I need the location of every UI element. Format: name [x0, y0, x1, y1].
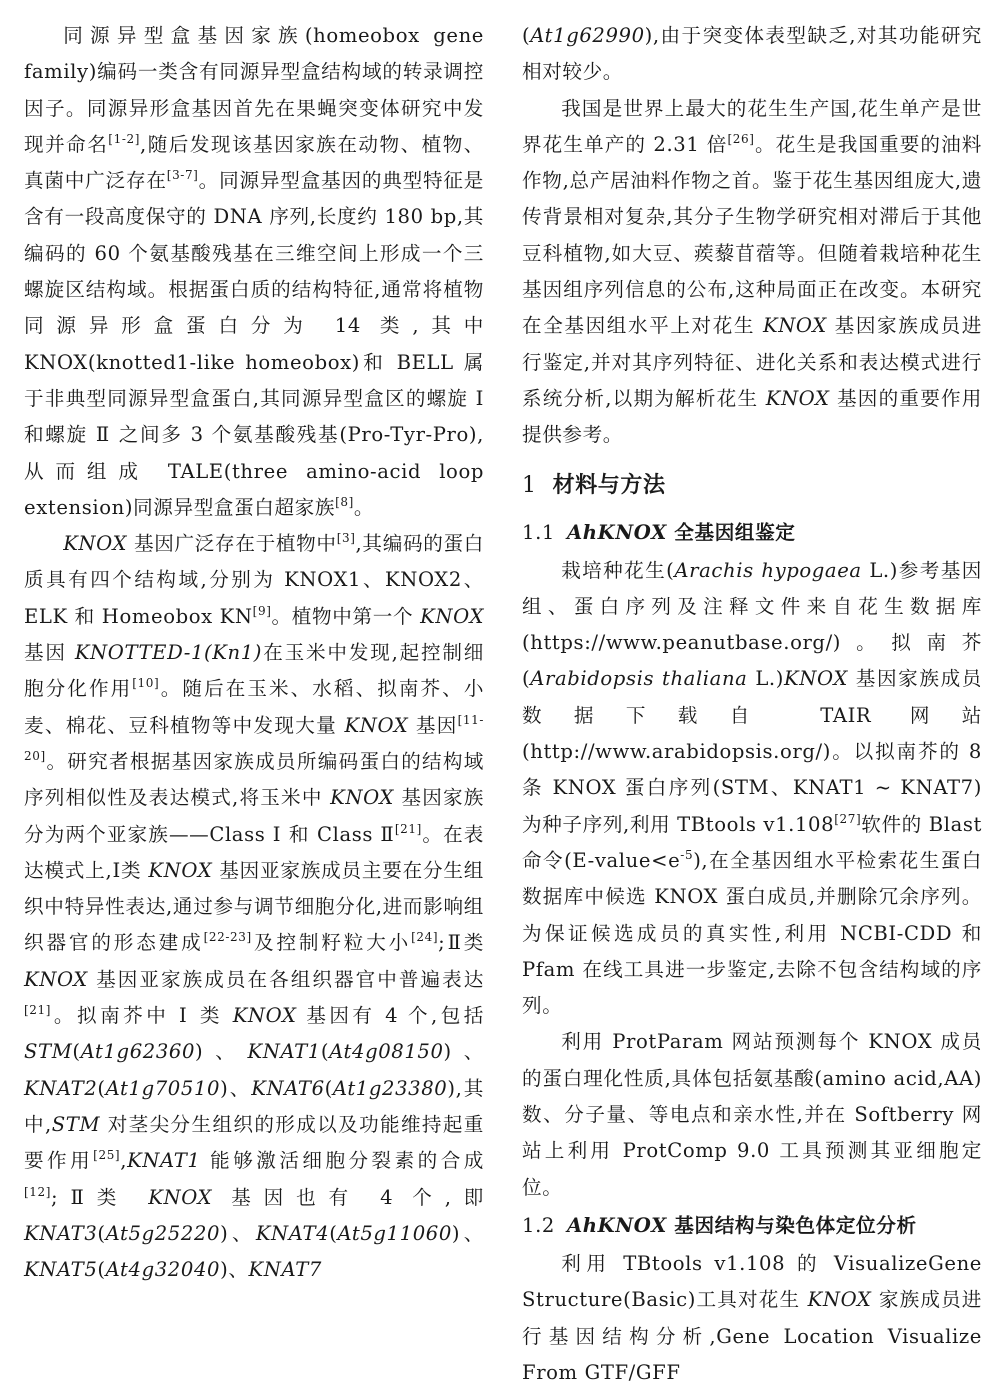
citation: [1-2] [108, 131, 140, 146]
gene-name: At5g25220 [105, 1221, 221, 1245]
citation: [11-20] [24, 712, 484, 763]
species-name: Arabidopsis thaliana [530, 667, 748, 691]
text-run: 基因广泛存在于植物中 [127, 532, 337, 556]
text-run: 同源异型盒基因家族(homeobox gene family)编码一类含有同源异型盒结构域的转录调控因子。同源异形盒基因首先在果蝇突变体研究中发现并命名 [24, 24, 484, 156]
gene-name: KNAT4 [255, 1221, 330, 1245]
gene-name: At1g23380 [332, 1076, 448, 1100]
gene-name: KNOTTED-1(Kn1) [74, 641, 263, 665]
gene-name: KNAT7 [248, 1258, 322, 1282]
text-run: )、 [195, 1040, 248, 1064]
text-run: ),由于突变体表型缺乏,对其功能研究相对较少。 [522, 24, 982, 84]
paragraph-gene-structure [522, 1246, 982, 1391]
citation: [26] [727, 131, 755, 146]
paragraph-continuation [522, 18, 982, 91]
gene-name: KNOX [232, 1004, 297, 1028]
subsection-title: 全基因组鉴定 [666, 520, 796, 544]
gene-name: STM [24, 1040, 73, 1064]
citation: [21] [24, 1003, 52, 1018]
text-run: 基因的重要作用提供参考。 [522, 386, 983, 447]
text-run: 利用 ProtParam 网站预测每个 KNOX 成员的蛋白理化性质,具体包括氨基酸(amino acid,AA)数、分子量、等电点和亲水性,并在 Softberry 网站上利用 ProtComp 9.0 工具预测其亚细胞定位。 [522, 1030, 982, 1199]
citation: [22-23] [203, 930, 252, 945]
text-run: 基因 [408, 713, 458, 737]
left-column [24, 18, 484, 1288]
text-run: 基因亚家族成员主要在分生组织中特异性表达,通过参与调节细胞分化,进而影响组织器官的形态建成 [24, 858, 484, 955]
text-run: ),其中, [24, 1076, 484, 1136]
text-run: 能够激活细胞分裂素的合成 [200, 1149, 484, 1173]
text-run: 利用 TBtools v1.108 的 VisualizeGene Structure(Basic)工具对花生 [522, 1251, 982, 1312]
gene-name: KNAT5 [24, 1258, 98, 1282]
text-run: ( [522, 24, 531, 47]
gene-name: KNAT2 [24, 1076, 98, 1100]
paragraph-knox-intro [24, 526, 484, 1288]
paragraph-peanut-intro [522, 91, 982, 454]
text-run: )、 [443, 1040, 484, 1064]
text-run: 基因家族分为两个亚家族——Class Ⅰ 和 Class Ⅱ [24, 786, 484, 846]
text-run: 对茎尖分生组织的形成以及功能维持起重要作用 [24, 1112, 484, 1173]
gene-name: KNOX [762, 314, 827, 338]
text-run: 家族成员进行基因结构分析,Gene Location Visualize From GTF/GFF [522, 1288, 982, 1384]
citation: [10] [132, 676, 160, 691]
gene-name: At1g62990 [530, 24, 645, 47]
text-run: )、 [220, 1076, 252, 1100]
species-name: Arachis hypogaea [674, 558, 862, 582]
text-run: 。拟南芥中 Ⅰ 类 [51, 1004, 233, 1028]
citation: [9] [252, 603, 272, 618]
text-run: ,随后发现该基因家族在动物、植物、真菌中广泛存在 [24, 132, 484, 193]
gene-name: At4g08150 [329, 1040, 444, 1064]
gene-name: At1g62360 [80, 1040, 196, 1064]
text-run: )、 [220, 1221, 256, 1245]
text-run: )、 [220, 1258, 249, 1282]
gene-name: AhKNOX [566, 520, 667, 544]
subsection-title: 基因结构与染色体定位分析 [666, 1213, 917, 1237]
gene-name: KNAT1 [127, 1149, 201, 1173]
text-run: 。 [353, 495, 375, 519]
text-run: L.) [747, 667, 785, 691]
paragraph-homeobox-intro [24, 18, 484, 526]
text-run: 基因 [24, 641, 75, 665]
citation: [25] [93, 1148, 121, 1163]
text-run: 基因也有 4 个,即 [212, 1185, 484, 1209]
text-run: 基因有 4 个,包括 [296, 1004, 484, 1028]
text-run: 基因家族成员数据下载自 TAIR 网站(http://www.arabidopsis.org/)。以拟南芥的 8 条 KNOX 蛋白序列(STM、KNAT1 ~ KNAT7)为种子序列,利用 TBtools v1.108 [522, 667, 983, 836]
text-run: ,其编码的蛋白质具有四个结构域,分别为 KNOX1、KNOX2、ELK 和 Homeobox KN [24, 532, 484, 628]
subsection-number: 1.1 [522, 520, 555, 544]
gene-name: KNOX [765, 386, 830, 410]
gene-name: KNAT1 [247, 1040, 321, 1064]
text-run: 我国是世界上最大的花生生产国,花生单产是世界花生单产的 2.31 倍 [522, 96, 982, 156]
text-run: 。研究者根据基因家族成员所编码蛋白的结构域序列相似性及表达模式,将玉米中 [24, 749, 484, 810]
citation: [3-7] [166, 168, 199, 183]
text-run: 。随后在玉米、水稻、拟南芥、小麦、棉花、豆科植物等中发现大量 [24, 677, 485, 737]
citation: [21] [394, 821, 422, 836]
text-run: 。在表达模式上,Ⅰ类 [24, 822, 485, 882]
text-run: ;Ⅱ类 [51, 1185, 149, 1209]
gene-name: KNOX [784, 667, 848, 691]
section-heading-methods [522, 464, 982, 507]
gene-name: STM [51, 1112, 101, 1136]
gene-name: KNOX [807, 1288, 872, 1312]
citation: [8] [335, 494, 354, 509]
text-run: )、 [451, 1221, 484, 1245]
gene-name: KNOX [148, 1185, 213, 1209]
citation: [3] [336, 531, 356, 546]
text-run: ;Ⅱ类 [438, 931, 484, 955]
gene-name: At5g11060 [337, 1221, 452, 1245]
text-run: 软件的 Blast 命令(E-value<e [522, 812, 983, 872]
text-run: 。同源异型盒基因的典型特征是含有一段高度保守的 DNA 序列,长度约 180 bp,其编码的 60 个氨基酸残基在三维空间上形成一个三螺旋区结构域。根据蛋白质的结构特征,通常将植物同源异形盒蛋白分为 14 类,其中 KNOX(knotted1-like homeobox)和 BELL 属于非典型同源异型盒蛋白,其同源异型盒区的螺旋 Ⅰ 和螺旋 Ⅱ 之间多 3 个氨基酸残基(Pro-Tyr-Pro),从而组成 TALE(three amino-acid loop extension)同源异型盒蛋白超家族 [24, 169, 485, 519]
gene-name: KNOX [24, 967, 88, 991]
text-run: ( [72, 1040, 81, 1064]
text-run: 。花生是我国重要的油料作物,总产居油料作物之首。鉴于花生基因组庞大,遗传背景相对复杂,其分子生物学研究相对滞后于其他豆科植物,如大豆、蒺藜苜蓿等。但随着栽培种花生基因组序列信息的公布,这种局面正在改变。本研究在全基因组水平上对花生 [522, 132, 982, 338]
gene-name: KNOX [148, 858, 213, 882]
gene-name: At4g32040 [105, 1258, 221, 1282]
text-run: ( [320, 1040, 330, 1064]
subsection-number: 1.2 [522, 1213, 555, 1237]
right-column [522, 18, 982, 1391]
gene-name: At1g70510 [105, 1076, 221, 1100]
section-title: 材料与方法 [552, 471, 666, 498]
text-run: 栽培种花生( [561, 558, 675, 582]
gene-name: KNOX [420, 604, 484, 628]
text-run: ),在全基因组水平检索花生蛋白数据库中候选 KNOX 蛋白成员,并删除冗余序列。为保证候选成员的真实性,利用 NCBI-CDD 和 Pfam 在线工具进一步鉴定,去除不包含结构域的序列。 [522, 848, 982, 1018]
citation: [24] [411, 930, 439, 945]
section-number: 1 [522, 472, 537, 498]
citation: [12] [24, 1184, 52, 1199]
text-run: 基因家族成员进行鉴定,并对其序列特征、进化关系和表达模式进行系统分析,以期为解析花生 [522, 314, 982, 410]
text-run: ( [97, 1076, 106, 1100]
gene-name: KNOX [330, 786, 394, 810]
text-run: 基因亚家族成员在各组织器官中普遍表达 [87, 967, 484, 991]
text-run: , [120, 1149, 128, 1173]
gene-name: KNOX [344, 713, 409, 737]
text-run: 。植物中第一个 [271, 604, 421, 628]
subsection-heading-1-1 [522, 513, 982, 553]
citation: [27] [834, 811, 862, 826]
gene-name: KNAT3 [24, 1221, 98, 1245]
gene-name: KNOX [63, 532, 128, 556]
subsection-heading-1-2 [522, 1206, 982, 1246]
gene-name: AhKNOX [566, 1213, 667, 1237]
text-run: L.)参考基因组、蛋白序列及注释文件来自花生数据库(https://www.peanutbase.org/)。拟南芥( [522, 558, 982, 691]
text-run: ( [97, 1258, 106, 1282]
text-run: 在玉米中发现,起控制细胞分化作用 [24, 641, 484, 701]
text-run: ( [329, 1221, 338, 1245]
text-run: ( [97, 1221, 106, 1245]
text-run: 及控制籽粒大小 [251, 931, 412, 955]
exponent: -5 [680, 847, 694, 862]
paragraph-identification [522, 553, 982, 1025]
gene-name: KNAT6 [251, 1076, 325, 1100]
text-run: ( [324, 1076, 333, 1100]
